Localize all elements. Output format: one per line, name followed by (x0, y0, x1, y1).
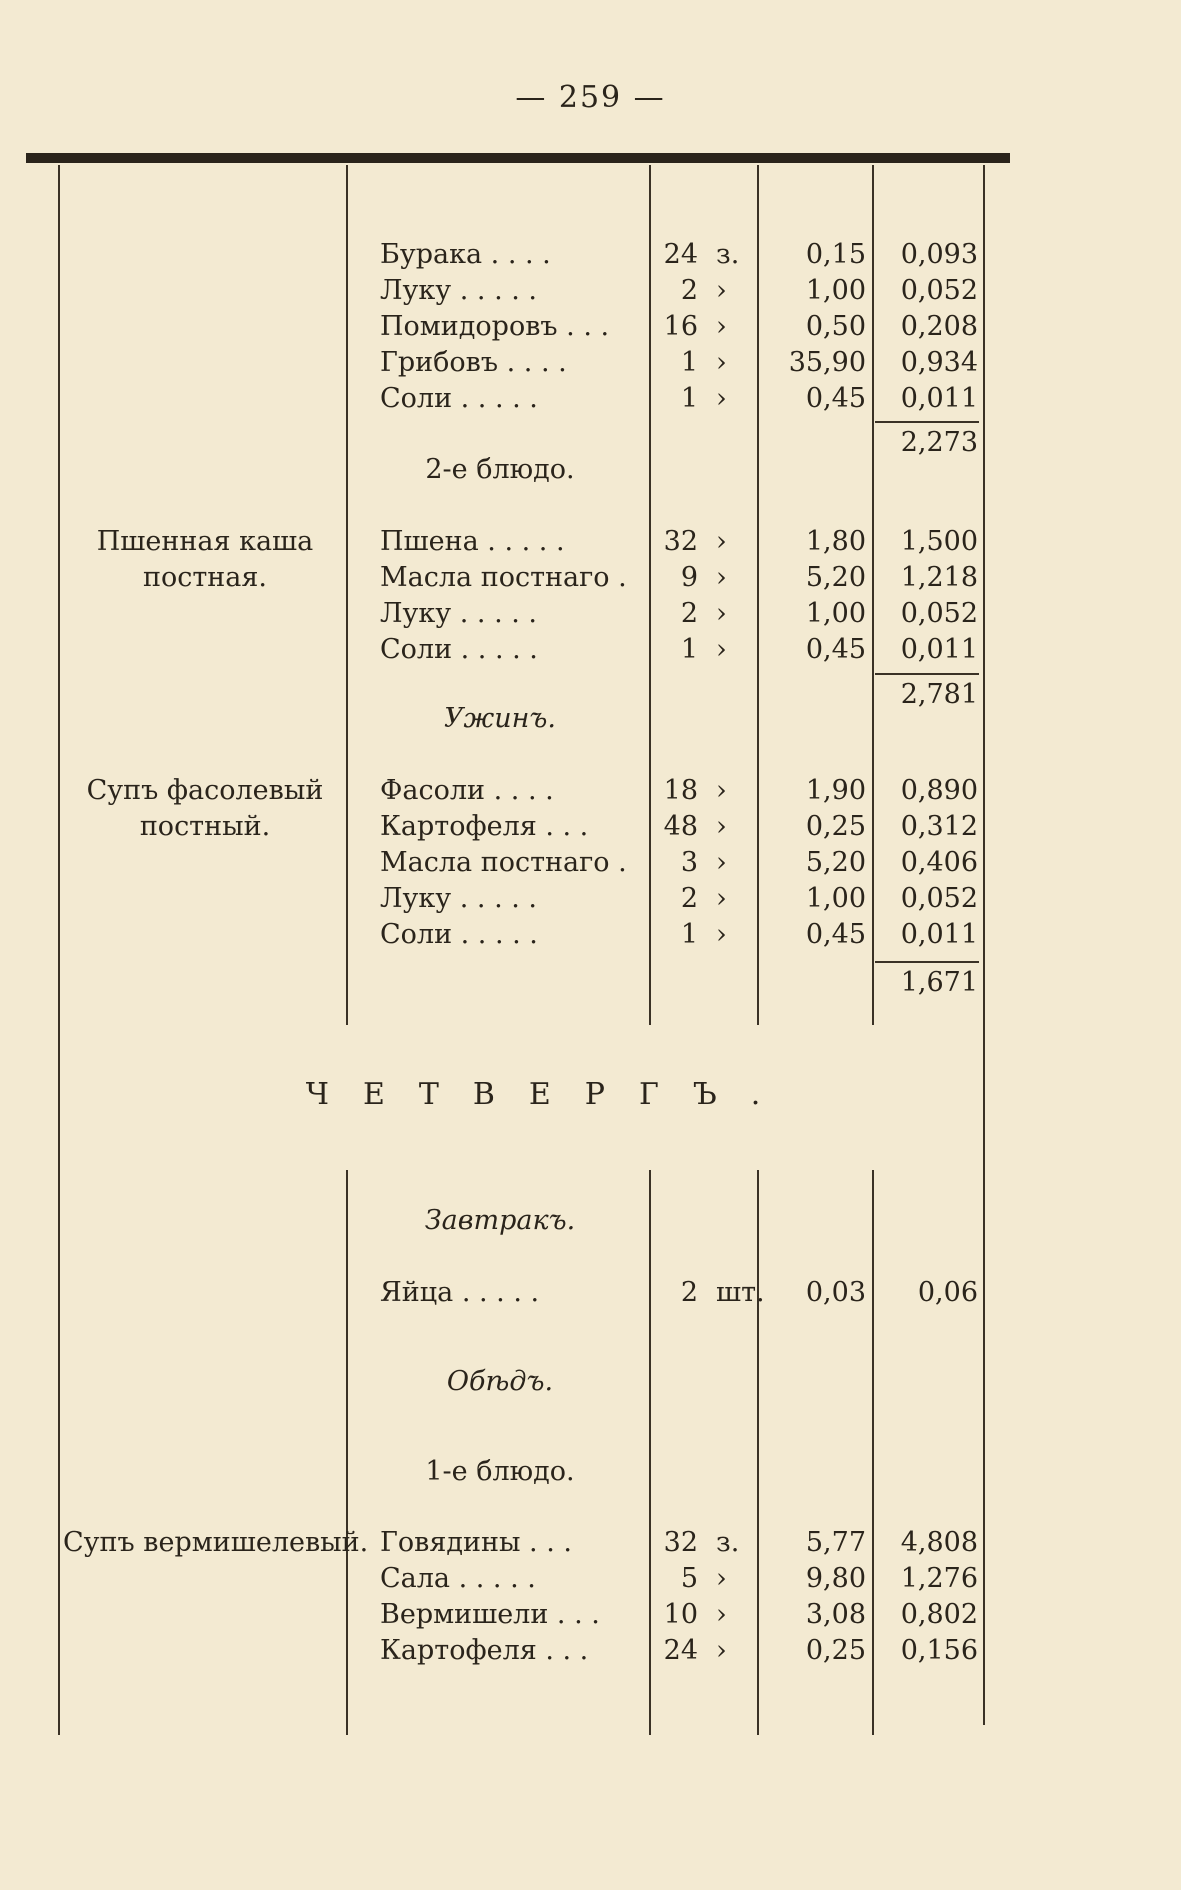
meal-label: Завтракъ. (424, 1205, 576, 1236)
cost-value: 1,276 (900, 1563, 978, 1594)
price-value: 0,50 (805, 311, 866, 342)
top-rule (26, 153, 1010, 163)
cost-value: 1,500 (900, 526, 978, 557)
ingredient-name: Бурака . . . . (380, 239, 551, 270)
cost-value: 0,011 (900, 634, 978, 665)
ingredient-name: Соли . . . . . (380, 634, 538, 665)
cost-value: 0,052 (900, 275, 978, 306)
ingredient-name: Фасоли . . . . (380, 775, 554, 806)
ingredient-name: Вермишели . . . (380, 1599, 600, 1630)
unit-label: › (716, 383, 727, 414)
quantity-value: 2 (680, 275, 698, 306)
quantity-value: 1 (680, 634, 698, 665)
ingredient-name: Луку . . . . . (380, 275, 538, 306)
unit-label: › (716, 919, 727, 950)
cost-value: 0,802 (900, 1599, 978, 1630)
unit-label: › (716, 634, 727, 665)
quantity-value: 9 (680, 562, 698, 593)
unit-label: › (716, 775, 727, 806)
quantity-value: 48 (663, 811, 698, 842)
price-value: 5,77 (805, 1527, 866, 1558)
price-value: 9,80 (805, 1563, 866, 1594)
cost-value: 0,406 (900, 847, 978, 878)
quantity-value: 1 (680, 919, 698, 950)
unit-label: › (716, 347, 727, 378)
price-value: 1,80 (805, 526, 866, 557)
ingredient-name: Луку . . . . . (380, 598, 538, 629)
price-value: 0,45 (805, 383, 866, 414)
unit-label: › (716, 311, 727, 342)
course-label: 2-е блюдо. (425, 454, 575, 485)
cost-value: 0,06 (917, 1277, 978, 1308)
quantity-value: 5 (680, 1563, 698, 1594)
meal-label: Ужинъ. (444, 703, 556, 734)
dish-name-line: Супъ фасолевый (86, 775, 324, 806)
price-value: 1,90 (805, 775, 866, 806)
ingredient-name: Соли . . . . . (380, 383, 538, 414)
price-value: 0,45 (805, 634, 866, 665)
dish-name-line: постная. (142, 562, 268, 593)
day-heading: ЧЕТВЕРГЪ. (305, 1077, 795, 1112)
sum-rule (875, 673, 979, 675)
ingredient-name: Пшена . . . . . (380, 526, 565, 557)
col-rule (757, 165, 759, 1025)
ingredient-name: Яйца . . . . . (380, 1277, 540, 1308)
unit-label: › (716, 598, 727, 629)
unit-label: шт. (716, 1277, 765, 1308)
unit-label: › (716, 1563, 727, 1594)
cost-value: 4,808 (900, 1527, 978, 1558)
cost-value: 0,093 (900, 239, 978, 270)
unit-label: › (716, 526, 727, 557)
quantity-value: 24 (663, 1635, 698, 1666)
col-rule (649, 165, 651, 1025)
ingredient-name: Луку . . . . . (380, 883, 538, 914)
cost-value: 0,052 (900, 883, 978, 914)
cost-value: 0,208 (900, 311, 978, 342)
col-rule (346, 1170, 348, 1735)
ingredient-name: Соли . . . . . (380, 919, 538, 950)
cost-value: 1,218 (900, 562, 978, 593)
unit-label: › (716, 275, 727, 306)
quantity-value: 2 (680, 598, 698, 629)
price-value: 3,08 (805, 1599, 866, 1630)
dish-name-line: Супъ вермишелевый. (63, 1527, 369, 1558)
price-value: 35,90 (788, 347, 866, 378)
total-value: 2,273 (900, 427, 978, 458)
ingredient-name: Грибовъ . . . . (380, 347, 567, 378)
col-rule (346, 165, 348, 1025)
ingredient-name: Помидоровъ . . . (380, 311, 610, 342)
ingredient-name: Масла постнаго . (380, 847, 627, 878)
col-rule (58, 165, 60, 1025)
unit-label: › (716, 1635, 727, 1666)
price-value: 1,00 (805, 275, 866, 306)
unit-label: › (716, 562, 727, 593)
cost-value: 0,156 (900, 1635, 978, 1666)
quantity-value: 16 (663, 311, 698, 342)
quantity-value: 10 (663, 1599, 698, 1630)
price-value: 1,00 (805, 883, 866, 914)
col-rule (58, 1025, 60, 1735)
cost-value: 0,011 (900, 919, 978, 950)
quantity-value: 18 (663, 775, 698, 806)
total-value: 2,781 (900, 679, 978, 710)
price-value: 5,20 (805, 562, 866, 593)
ingredient-name: Картофеля . . . (380, 1635, 589, 1666)
price-value: 0,15 (805, 239, 866, 270)
quantity-value: 3 (680, 847, 698, 878)
cost-value: 0,312 (900, 811, 978, 842)
ingredient-name: Говядины . . . (380, 1527, 572, 1558)
quantity-value: 2 (680, 1277, 698, 1308)
quantity-value: 32 (663, 1527, 698, 1558)
ingredient-name: Сала . . . . . (380, 1563, 536, 1594)
col-rule (983, 165, 985, 1725)
unit-label: › (716, 1599, 727, 1630)
price-value: 0,25 (805, 1635, 866, 1666)
price-value: 0,25 (805, 811, 866, 842)
col-rule (872, 165, 874, 1025)
page-number: — 259 — (515, 80, 666, 115)
unit-label: з. (716, 239, 740, 270)
unit-label: з. (716, 1527, 740, 1558)
price-value: 0,03 (805, 1277, 866, 1308)
col-rule (649, 1170, 651, 1735)
sum-rule (875, 421, 979, 423)
unit-label: › (716, 847, 727, 878)
sum-rule (875, 961, 979, 963)
price-value: 1,00 (805, 598, 866, 629)
unit-label: › (716, 883, 727, 914)
cost-value: 0,052 (900, 598, 978, 629)
ingredient-name: Масла постнаго . (380, 562, 627, 593)
price-value: 5,20 (805, 847, 866, 878)
quantity-value: 24 (663, 239, 698, 270)
col-rule (872, 1170, 874, 1735)
cost-value: 0,934 (900, 347, 978, 378)
dish-name-line: постный. (139, 811, 271, 842)
cost-value: 0,011 (900, 383, 978, 414)
unit-label: › (716, 811, 727, 842)
quantity-value: 32 (663, 526, 698, 557)
col-rule (757, 1170, 759, 1735)
course-label: 1-е блюдо. (425, 1456, 575, 1487)
quantity-value: 2 (680, 883, 698, 914)
quantity-value: 1 (680, 347, 698, 378)
meal-label: Обѣдъ. (446, 1366, 554, 1397)
price-value: 0,45 (805, 919, 866, 950)
quantity-value: 1 (680, 383, 698, 414)
ingredient-name: Картофеля . . . (380, 811, 589, 842)
cost-value: 0,890 (900, 775, 978, 806)
dish-name-line: Пшенная каша (96, 526, 314, 557)
total-value: 1,671 (900, 967, 978, 998)
